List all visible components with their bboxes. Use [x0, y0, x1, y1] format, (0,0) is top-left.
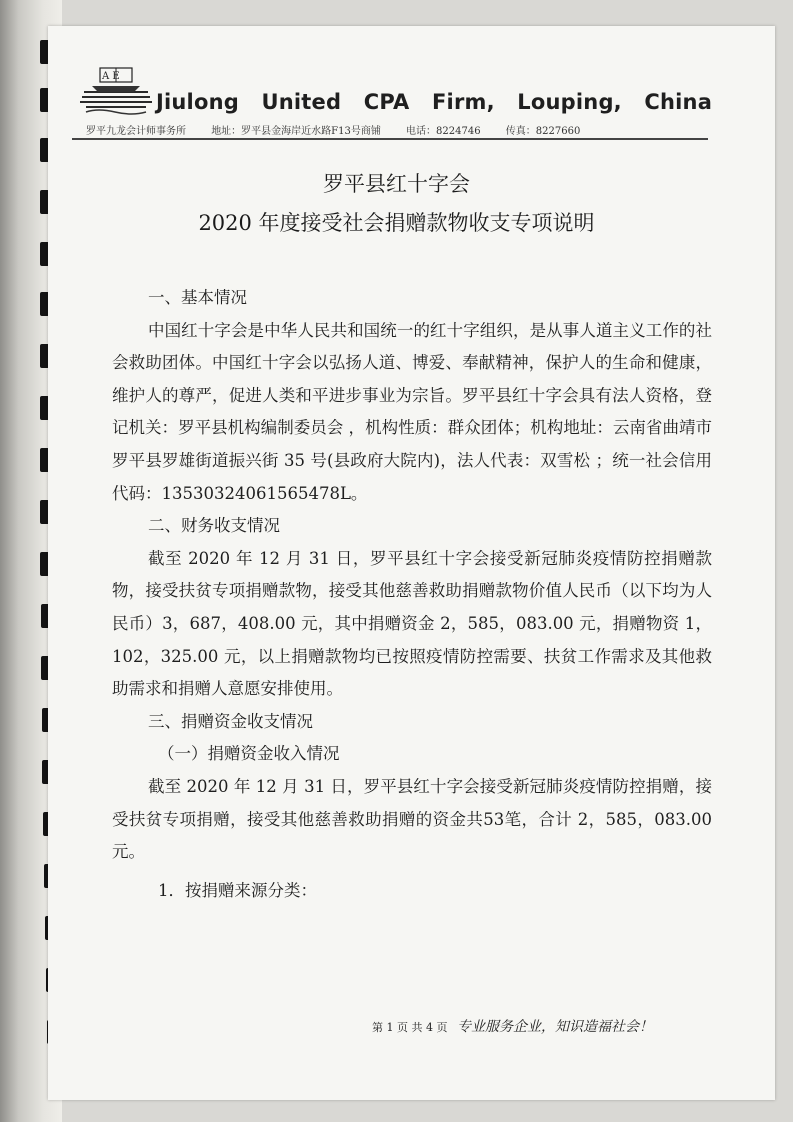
section-text-finance: 截至 2020 年 12 月 31 日，罗平县红十字会接受新冠肺炎疫情防控捐赠款物，接受扶贫专项捐赠款物，接受其他慈善救助捐赠款物价值人民币（以下均为人民币）3，687，408.00 元，其中捐赠资金 2，585，083.00 元，捐赠物资 1，102，325.00 元，以上捐赠款物均已按照疫情防控需要、扶贫工作需求及其他救助需求和捐赠人意愿安排使用。 — [112, 548, 712, 699]
logo-letters: A E — [102, 71, 120, 82]
letterhead-rule — [72, 138, 708, 140]
firm-fax: 传真：8227660 — [505, 126, 581, 137]
firm-contact-info — [86, 122, 706, 137]
page-footer — [372, 1016, 653, 1036]
letterhead — [72, 66, 712, 146]
firm-phone: 电话：8224746 — [406, 126, 481, 137]
section-heading-finance: 二、财务收支情况 — [148, 516, 280, 536]
section-heading-donation-funds: 三、捐赠资金收支情况 — [148, 711, 313, 731]
subsection-heading-income: （一）捐赠资金收入情况 — [158, 744, 340, 764]
document-body — [112, 282, 712, 907]
firm-name: Jiulong United CPA Firm, Louping, China — [156, 90, 713, 114]
document-title-org: 罗平县红十字会 — [323, 172, 470, 196]
firm-address: 地址：罗平县金海岸近水路F13号商铺 — [211, 126, 381, 137]
footer-slogan: 专业服务企业，知识造福社会！ — [456, 1019, 653, 1035]
list-item-by-source: 1．按捐赠来源分类： — [158, 880, 317, 900]
firm-logo — [78, 66, 152, 116]
page-number: 第 1 页 共 4 页 — [372, 1021, 448, 1034]
firm-local-name: 罗平九龙会计师事务所 — [86, 126, 186, 137]
section-text-income: 截至 2020 年 12 月 31 日，罗平县红十字会接受新冠肺炎疫情防控捐赠，接受扶贫专项捐赠，接受其他慈善救助捐赠的资金共53笔，合计 2，585，083.00 元。 — [112, 776, 712, 862]
section-heading-basic: 一、基本情况 — [148, 288, 247, 307]
section-text-basic: 中国红十字会是中华人民共和国统一的红十字组织，是从事人道主义工作的社会救助团体。中国红十字会以弘扬人道、博爱、奉献精神，保护人的生命和健康，维护人的尊严，促进人类和平进步事业为宗旨。罗平县红十字会具有法人资格，登记机关：罗平县机构编制委员会 ，机构性质：群众团体；机构地址：云南省曲靖市罗平县罗雄街道振兴街 35 号(县政府大院内)，法人代表：双雪松 ；统一社会信用代码：13530324061565478L。 — [112, 320, 712, 503]
document-title: 2020 年度接受社会捐赠款物收支专项说明 — [198, 211, 595, 235]
